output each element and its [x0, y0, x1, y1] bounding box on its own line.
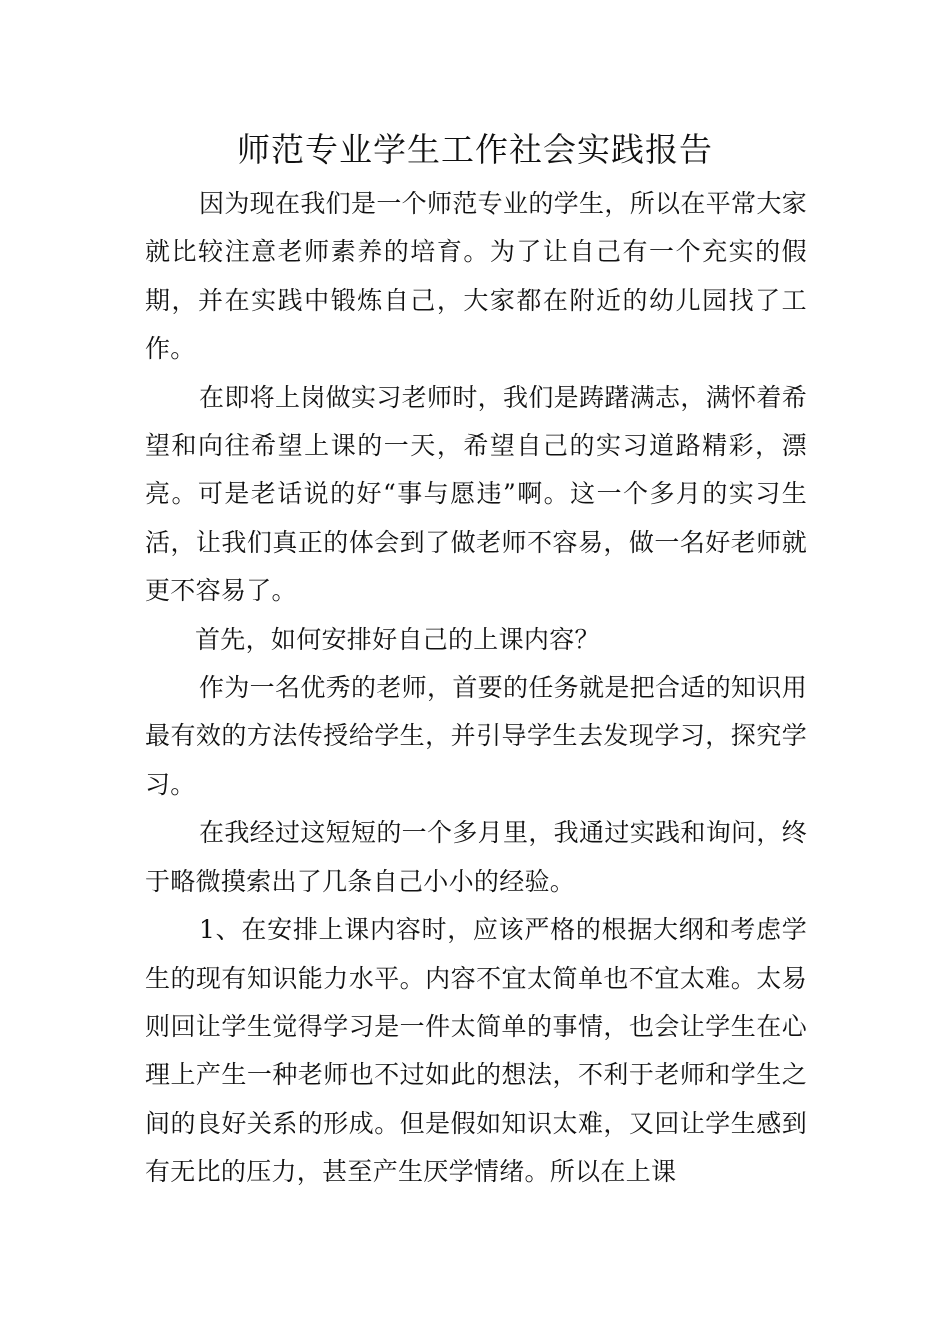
paragraph-1: 因为现在我们是一个师范专业的学生，所以在平常大家就比较注意老师素养的培育。为了让自己有一个充实的假期，并在实践中锻炼自己，大家都在附近的幼儿园找了工作。 — [145, 189, 807, 364]
paragraph-3: 首先，如何安排好自己的上课内容？ — [195, 624, 600, 654]
paragraph-6: 1、在安排上课内容时，应该严格的根据大纲和考虑学生的现有知识能力水平。内容不宜太简单也不宜太难。太易则回让学生觉得学习是一件太简单的事情，也会让学生在心理上产生一种老师也不过如此的想法，不利于老师和学生之间的良好关系的形成。但是假如知识太难，又回让学生感到有无比的压力，甚至产生厌学情绪。所以在上课 — [145, 915, 807, 1187]
paragraph-2: 在即将上岗做实习老师时，我们是踌躇满志，满怀着希望和向往希望上课的一天，希望自己的实习道路精彩，漂亮。可是老话说的好“事与愿违”啊。这一个多月的实习生活，让我们真正的体会到了做老师不容易，做一名好老师就更不容易了。 — [145, 382, 807, 606]
paragraph-4: 作为一名优秀的老师，首要的任务就是把合适的知识用最有效的方法传授给学生，并引导学生去发现学习，探究学习。 — [145, 673, 807, 799]
paragraph-5: 在我经过这短短的一个多月里，我通过实践和询问，终于略微摸索出了几条自己小小的经验。 — [145, 818, 807, 896]
document-title: 师范专业学生工作社会实践报告 — [237, 130, 713, 169]
document-body — [145, 180, 807, 1197]
